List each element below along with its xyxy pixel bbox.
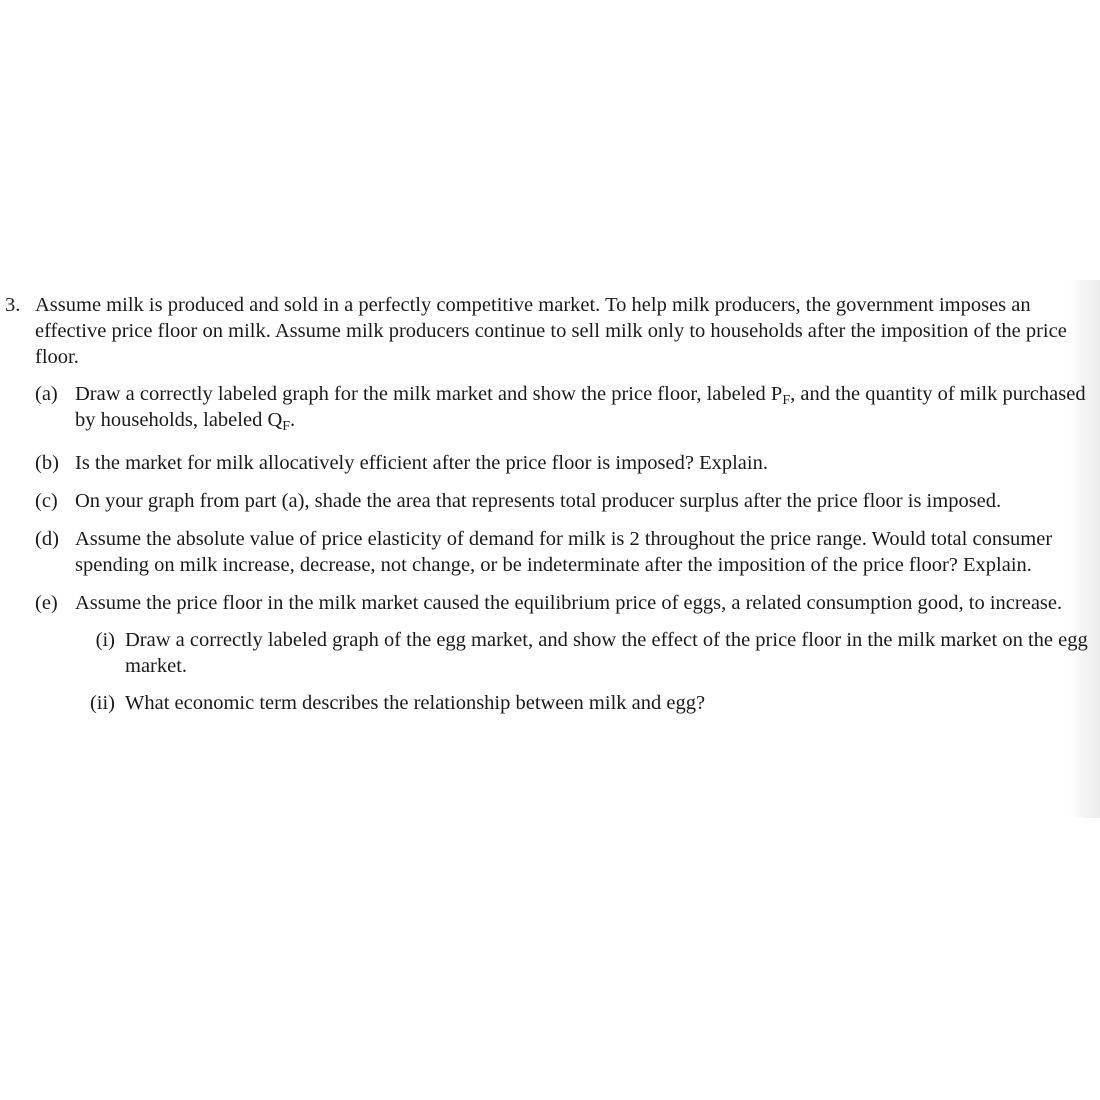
question-3: [0, 292, 1090, 716]
part-d-text: Assume the absolute value of price elasticity of demand for milk is 2 throughout the price range. Would total consumer spending on milk increase, decrease, not change, or be indeterminate after the imposition of the price floor? Explain.: [75, 528, 1053, 576]
part-b-text: Is the market for milk allocatively efficient after the price floor is imposed? Explain.: [75, 452, 768, 474]
part-d: [0, 526, 1090, 578]
question-stem: [0, 292, 1090, 370]
part-c-label: (c): [35, 490, 58, 512]
question-number: 3.: [5, 294, 21, 316]
part-b-label: (b): [35, 452, 59, 474]
part-b: [0, 450, 1090, 476]
part-e-i: [0, 627, 1090, 679]
part-a-subscript-qf: F: [282, 419, 291, 434]
part-c-text: On your graph from part (a), shade the area that represents total producer surplus after the price floor is imposed.: [75, 490, 1002, 512]
part-e-text: Assume the price floor in the milk market caused the equilibrium price of eggs, a related consumption good, to increase.: [75, 592, 1063, 614]
part-e-i-label: (i): [95, 629, 115, 651]
part-a-text-3: .: [290, 409, 296, 431]
part-c: [0, 488, 1090, 514]
part-a-text-2: , and the quantity of milk purchased by households, labeled Q: [75, 383, 1086, 431]
part-e-label: (e): [35, 592, 58, 614]
part-e-ii-label: (ii): [89, 692, 115, 714]
part-a-label: (a): [35, 383, 58, 405]
part-e-i-text: Draw a correctly labeled graph of the egg market, and show the effect of the price floor in the milk market on the egg market.: [125, 629, 1088, 677]
part-a: [0, 381, 1090, 433]
part-a-text-1: Draw a correctly labeled graph for the milk market and show the price floor, labeled P: [75, 383, 783, 405]
part-d-label: (d): [35, 528, 59, 550]
part-e-ii: [0, 690, 1090, 716]
part-a-subscript-pf: F: [782, 393, 791, 408]
part-e-ii-text: What economic term describes the relationship between milk and egg?: [125, 692, 706, 714]
question-text: Assume milk is produced and sold in a perfectly competitive market. To help milk producers, the government imposes an effective price floor on milk. Assume milk producers continue to sell milk only to households after the imposition of the price floor.: [35, 294, 1067, 368]
part-e: [0, 590, 1090, 616]
